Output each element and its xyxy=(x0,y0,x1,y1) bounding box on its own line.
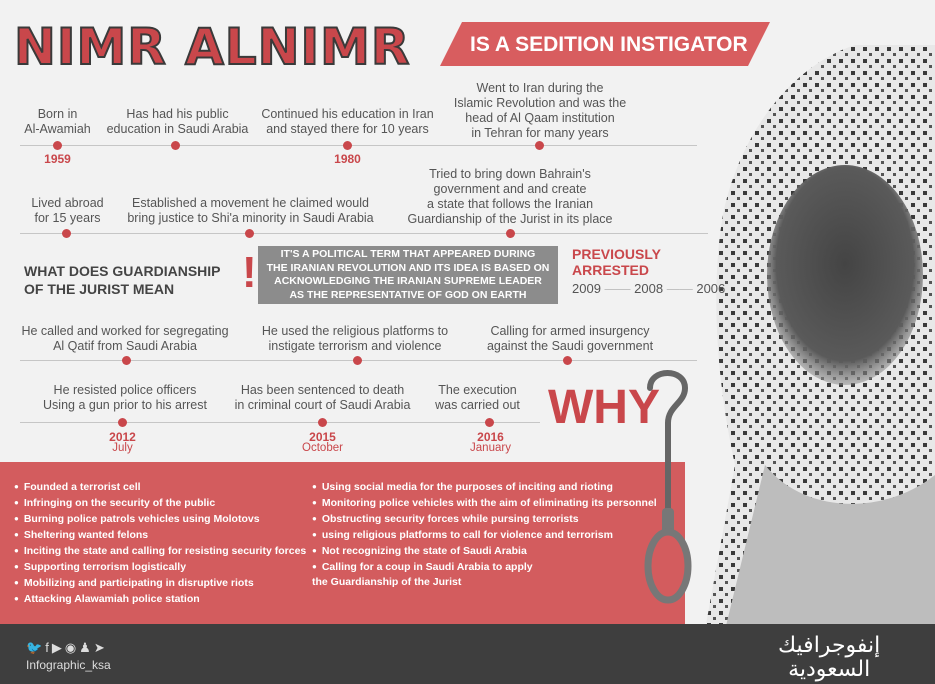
timeline-dot xyxy=(535,141,544,150)
event-text: Went to Iran during the Islamic Revolution and was the head of Al Qaam institution in Tehran for many years xyxy=(453,81,627,140)
charge-item: ● Using social media for the purposes of inciting and rioting xyxy=(312,479,657,495)
timeline-dot xyxy=(118,418,127,427)
timeline-dot xyxy=(122,356,131,365)
event-text: Lived abroad for 15 years xyxy=(31,196,104,225)
question-heading: WHAT DOES GUARDIANSHIP OF THE JURIST MEAN xyxy=(24,263,221,297)
event-text: Continued his education in Iran and stayed there for 10 years xyxy=(261,107,434,136)
page-subtitle: IS A SEDITION INSTIGATOR xyxy=(470,33,748,56)
charges-list-left xyxy=(14,479,306,607)
event-text: Calling for armed insurgency against the Saudi government xyxy=(486,324,654,353)
arrest-year: 2009 xyxy=(572,281,601,296)
charge-item: ● Not recognizing the state of Saudi Arabia xyxy=(312,543,657,559)
arrest-year: 2008 xyxy=(634,281,664,296)
event-text: Born in Al-Awamiah xyxy=(24,107,91,136)
why-heading: WHY xyxy=(548,381,660,434)
social-handle[interactable]: Infographic_ksa xyxy=(26,658,111,672)
event-year: 2012 xyxy=(109,430,136,444)
event-month: July xyxy=(112,442,133,454)
social-icons xyxy=(26,640,108,656)
snapchat-icon[interactable]: ♟ xyxy=(79,640,94,655)
charge-item: ● Founded a terrorist cell xyxy=(14,479,306,495)
timeline-dot xyxy=(343,141,352,150)
instagram-icon[interactable]: ◉ xyxy=(64,640,80,655)
charge-item: ● Sheltering wanted felons xyxy=(14,527,306,543)
exclamation-icon: ! xyxy=(242,248,257,297)
timeline-dot xyxy=(353,356,362,365)
event-month: January xyxy=(470,442,511,454)
charge-item: ● Supporting terrorism logistically xyxy=(14,559,306,575)
event-month: October xyxy=(302,442,343,454)
timeline-dot xyxy=(62,229,71,238)
event-text: Established a movement he claimed would bring justice to Shi'a minority in Saudi Arabia xyxy=(127,196,374,225)
brand-logo: إنفوجرافيك السعودية xyxy=(778,633,881,682)
event-year: 1980 xyxy=(334,152,361,166)
charge-item: ● Calling for a coup in Saudi Arabia to apply the Guardianship of the Jurist xyxy=(312,559,657,590)
charge-item: ● Inciting the state and calling for resisting security forces xyxy=(14,543,306,559)
facebook-icon[interactable]: f xyxy=(45,640,52,655)
timeline-dot xyxy=(171,141,180,150)
event-text: Has had his public education in Saudi Arabia xyxy=(106,107,249,136)
event-text: The execution was carried out xyxy=(435,383,520,412)
charge-item: ● Burning police patrols vehicles using Molotovs xyxy=(14,511,306,527)
youtube-icon[interactable]: ▶ xyxy=(51,640,65,655)
portrait-illustration xyxy=(705,45,935,630)
previously-arrested-title: PREVIOUSLY ARRESTED xyxy=(572,246,661,278)
noose-icon xyxy=(630,368,700,608)
event-year: 2015 xyxy=(309,430,336,444)
twitter-icon[interactable]: 🐦 xyxy=(26,640,46,655)
charge-item: ● using religious platforms to call for violence and terrorism xyxy=(312,527,657,543)
timeline-line xyxy=(20,422,540,423)
timeline-dot xyxy=(485,418,494,427)
timeline-line xyxy=(20,145,697,146)
arrest-year: 2006 xyxy=(696,281,726,296)
definition-text: IT'S A POLITICAL TERM THAT APPEARED DURING THE IRANIAN REVOLUTION AND ITS IDEA IS BASED ON ACKNOWLEDGING THE IRANIAN SUPREME LEADER AS THE REPRESENTATIVE OF GOD ON EARTH xyxy=(266,248,550,301)
event-text: Tried to bring down Bahrain's government and and create a state that follows the Iranian Guardianship of the Jurist in its place xyxy=(407,167,613,226)
charge-item: ● Attacking Alawamiah police station xyxy=(14,591,306,607)
charges-list-right xyxy=(312,479,657,590)
timeline-dot xyxy=(563,356,572,365)
timeline-line xyxy=(20,233,708,234)
event-text: He called and worked for segregating Al Qatif from Saudi Arabia xyxy=(21,324,229,353)
event-text: He resisted police officers Using a gun prior to his arrest xyxy=(43,383,207,412)
event-year: 2016 xyxy=(477,430,504,444)
event-text: Has been sentenced to death in criminal court of Saudi Arabia xyxy=(234,383,411,412)
charge-item: ● Infringing on the security of the public xyxy=(14,495,306,511)
event-text: He used the religious platforms to instigate terrorism and violence xyxy=(261,324,449,353)
charge-item: ● Mobilizing and participating in disruptive riots xyxy=(14,575,306,591)
charge-item: ● Obstructing security forces while pursing terrorists xyxy=(312,511,657,527)
timeline-dot xyxy=(245,229,254,238)
page-title: NIMR ALNIMR xyxy=(14,18,411,76)
timeline-dot xyxy=(53,141,62,150)
event-year: 1959 xyxy=(44,152,71,166)
arrest-years: 2009 —— 2008 —— 2006 xyxy=(572,281,726,296)
telegram-icon[interactable]: ➤ xyxy=(93,640,108,655)
timeline-dot xyxy=(506,229,515,238)
timeline-dot xyxy=(318,418,327,427)
charge-item: ● Monitoring police vehicles with the aim of eliminating its personnel xyxy=(312,495,657,511)
